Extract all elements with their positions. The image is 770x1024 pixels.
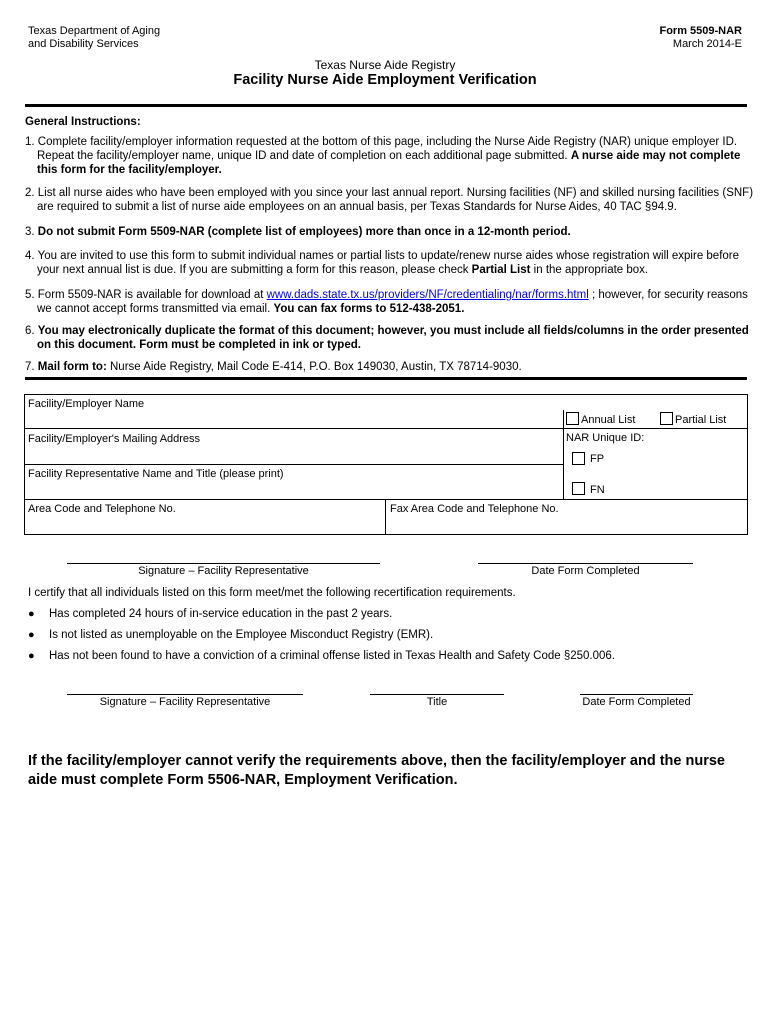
page-title: Facility Nurse Aide Employment Verification: [233, 72, 537, 88]
date-label-1: Date Form Completed: [531, 565, 640, 577]
partial-list-label: Partial List: [675, 414, 727, 426]
fax-label: Fax Area Code and Telephone No.: [390, 503, 559, 515]
top-rule: [25, 104, 747, 107]
fn-label: FN: [590, 484, 605, 496]
instruction-7-num: 7.: [25, 361, 38, 373]
title-label: Title: [426, 696, 448, 708]
instruction-3-bold: Do not submit Form 5509-NAR (complete list of employees) more than once in a 12-month period.: [37, 226, 571, 238]
fp-checkbox[interactable]: [572, 452, 585, 465]
signature-line-2[interactable]: [67, 694, 303, 695]
title-line[interactable]: [370, 694, 504, 695]
instruction-4-bold: Partial List: [471, 264, 531, 276]
facility-name-label: Facility/Employer Name: [28, 398, 145, 410]
instruction-5: [25, 288, 757, 316]
partial-list-checkbox[interactable]: [660, 412, 673, 425]
divider-rep: [24, 499, 748, 500]
instruction-7: [25, 360, 757, 374]
instruction-4-text: 4. You are invited to use this form to submit individual names or partial lists to update/renew nurse aides whose registration will expire before your next annual list is due. If you are submitting a form for this reason, please check: [25, 250, 740, 276]
instruction-1-bold: A nurse aide may not complete this form for the facility/employer.: [37, 150, 741, 176]
instruction-3-num: 3.: [25, 226, 38, 238]
form-id: [659, 25, 742, 51]
forms-download-link[interactable]: www.dads.state.tx.us/providers/NF/credentialing/nar/forms.html: [266, 289, 589, 301]
signature-label-1: Signature – Facility Representative: [138, 565, 309, 577]
agency-line-2: and Disability Services: [28, 38, 139, 50]
nar-id-label: NAR Unique ID:: [566, 432, 645, 444]
divider-address: [24, 464, 563, 465]
instruction-4-tail: in the appropriate box.: [530, 264, 649, 276]
mid-rule: [25, 377, 747, 380]
agency-line-1: Texas Department of Aging: [28, 25, 161, 37]
divider-phone-fax: [385, 499, 386, 535]
instruction-6-bold: You may electronically duplicate the format of this document; however, you must include all fields/columns in the order presented on this document. Form must be completed in ink or typed.: [37, 325, 749, 351]
fn-checkbox[interactable]: [572, 482, 585, 495]
bullet-1: ●: [28, 608, 35, 620]
instructions-heading: General Instructions:: [25, 116, 141, 128]
bullet-2: ●: [28, 629, 35, 641]
instruction-5-bold: You can fax forms to 512-438-2051.: [273, 303, 465, 315]
form-number: Form 5509-NAR: [659, 25, 742, 37]
instruction-1: [25, 135, 757, 177]
instruction-7-bold: Mail form to:: [37, 361, 107, 373]
instruction-7-text: Nurse Aide Registry, Mail Code E-414, P.O. Box 149030, Austin, TX 78714-9030.: [106, 361, 522, 373]
signature-line-1[interactable]: [67, 563, 380, 564]
divider-vertical-right: [563, 410, 564, 499]
telephone-label: Area Code and Telephone No.: [28, 503, 176, 515]
divider-name: [24, 428, 563, 429]
footer-note: If the facility/employer cannot verify the requirements above, then the facility/employer and the nurse aide must complete Form 5506-NAR, Employment Verification.: [28, 753, 725, 788]
instruction-5-mid: ; however, for security reasons we cannot accept forms transmitted via email.: [37, 289, 748, 315]
instruction-2: [25, 186, 757, 214]
date-line-2[interactable]: [580, 694, 693, 695]
divider-list-options: [563, 428, 748, 429]
instruction-1-text: 1. Complete facility/employer information requested at the bottom of this page, including the Nurse Aide Registry (NAR) unique employer ID. Repeat the facility/employer name, unique ID and date of completion on each additional page submitted.: [25, 136, 738, 162]
instruction-2-text: 2. List all nurse aides who have been employed with you since your last annual report. Nursing facilities (NF) and skilled nursing facilities (SNF) are required to submit a list of nurse aide employees on an annual basis, per Texas Standards for Nurse Aides, 40 TAC §94.9.: [25, 187, 754, 213]
bullet-3: ●: [28, 650, 35, 662]
certify-item-1: Has completed 24 hours of in-service education in the past 2 years.: [49, 608, 393, 620]
annual-list-label: Annual List: [581, 414, 636, 426]
certify-item-3: Has not been found to have a conviction of a criminal offense listed in Texas Health and Safety Code §250.006.: [49, 650, 615, 662]
form-date: March 2014-E: [672, 38, 742, 50]
annual-list-checkbox[interactable]: [566, 412, 579, 425]
instruction-4: [25, 249, 757, 277]
instruction-6-num: 6.: [25, 325, 38, 337]
date-line-1[interactable]: [478, 563, 693, 564]
certify-item-2: Is not listed as unemployable on the Employee Misconduct Registry (EMR).: [49, 629, 434, 641]
mailing-address-label: Facility/Employer's Mailing Address: [28, 433, 201, 445]
instruction-6: [25, 324, 757, 352]
instruction-3: [25, 225, 757, 239]
representative-label: Facility Representative Name and Title (please print): [28, 468, 284, 480]
registry-name: Texas Nurse Aide Registry: [314, 58, 456, 72]
certify-intro: I certify that all individuals listed on this form meet/met the following recertification requirements.: [28, 587, 516, 599]
signature-label-2: Signature – Facility Representative: [99, 696, 271, 708]
instruction-5-text: 5. Form 5509-NAR is available for download at: [25, 289, 267, 301]
fp-label: FP: [590, 453, 605, 465]
date-label-2: Date Form Completed: [582, 696, 691, 708]
agency-name: [28, 25, 160, 51]
